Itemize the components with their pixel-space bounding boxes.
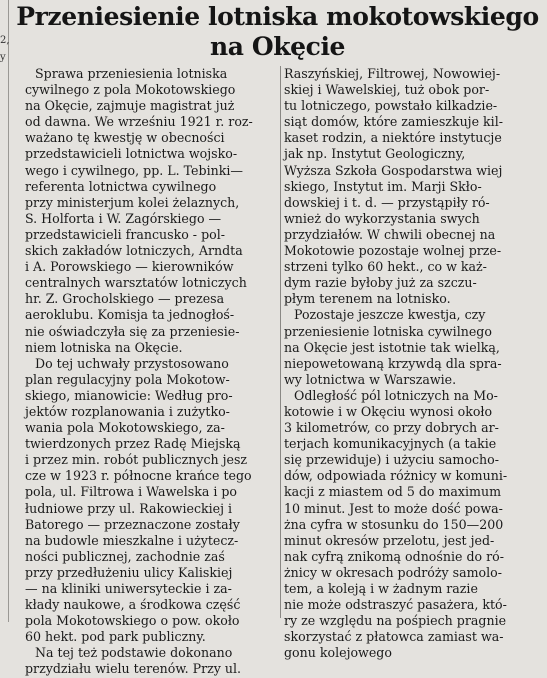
- text-line: wnież do wykorzystania swych: [284, 210, 480, 226]
- text-line: wego i cywilnego, pp. L. Tebinki—: [25, 162, 243, 178]
- text-line: i A. Porowskiego — kierowników: [25, 259, 234, 275]
- text-line: kotowie i w Okęciu wynosi około: [284, 403, 493, 419]
- text-line: cze w 1923 r. północne krańce tego: [25, 468, 252, 484]
- article-paragraph: [25, 356, 277, 646]
- text-line: kłady naukowe, a środkowa część: [25, 597, 241, 613]
- text-line: ności publicznej, zachodnie zaś: [25, 548, 225, 564]
- article-column-left: [25, 66, 277, 677]
- text-line: aeroklubu. Komisja ta jednogłoś-: [25, 307, 235, 323]
- text-line: przedstawicieli lotnictwa wojsko-: [25, 146, 238, 162]
- headline-line: Przeniesienie lotniska mokotowskiego: [16, 2, 539, 31]
- text-line: się przewiduje) i użyciu samocho-: [284, 452, 499, 468]
- text-line: płym terenem na lotnisko.: [284, 291, 451, 307]
- text-line: tu lotniczego, powstało kilkadzie-: [284, 98, 498, 114]
- text-line: niem lotniska na Okęcie.: [25, 339, 183, 355]
- text-line: skiego, Instytut im. Marji Skło-: [284, 178, 482, 194]
- text-line: nie może odstraszyć pasażera, któ-: [284, 597, 507, 613]
- text-line: 3 kilometrów, co przy dobrych ar-: [284, 420, 499, 436]
- text-line: na Okęcie, zajmuje magistrat już: [25, 98, 235, 114]
- text-line: Batorego — przeznaczone zostały: [25, 516, 240, 532]
- text-line: skich zakładów lotniczych, Arndta: [25, 243, 243, 259]
- text-line: Odległość pól lotniczych na Mo-: [294, 387, 498, 403]
- article-paragraph: [284, 66, 544, 307]
- text-line: Do tej uchwały przystosowano: [35, 355, 229, 371]
- text-line: dym razie byłoby już za szczu-: [284, 275, 477, 291]
- text-line: 60 hekt. pod park publiczny.: [25, 629, 206, 645]
- text-line: żna cyfra w stosunku do 150—200: [284, 516, 504, 532]
- text-line: pola Mokotowskiego o pow. około: [25, 613, 240, 629]
- text-line: żnicy w okresach podróży samolo-: [284, 564, 502, 580]
- text-line: niepowetowaną krzywdą dla spra-: [284, 355, 502, 371]
- text-line: S. Holforta i W. Zagórskiego —: [25, 210, 222, 226]
- text-line: tem, a koleją i w żadnym razie: [284, 581, 478, 596]
- text-line: Mokotowie pozostaje wolnej prze-: [284, 243, 502, 259]
- text-line: na Okęcie jest istotnie tak wielką,: [284, 339, 500, 355]
- text-line: strzeni tylko 60 hekt., co w każ-: [284, 259, 487, 275]
- article-paragraph: [284, 388, 544, 662]
- text-line: łudniowe przy ul. Rakowieckiej i: [25, 500, 233, 516]
- text-line: minut okresów przelotu, jest jed-: [284, 532, 495, 548]
- text-line: na budowle mieszkalne i użytecz-: [25, 532, 239, 548]
- text-line: centralnych warsztatów lotniczych: [25, 275, 247, 291]
- text-line: jak np. Instytut Geologiczny,: [284, 146, 466, 162]
- text-line: jektów rozplanowania i zużytko-: [25, 403, 230, 419]
- column-divider: [280, 66, 281, 618]
- text-line: 10 minut. Jest to może dość powa-: [284, 500, 503, 516]
- text-line: terjach komunikacyjnych (a takie: [284, 436, 497, 452]
- text-line: hr. Z. Grocholskiego — prezesa: [25, 291, 225, 307]
- text-line: przy przedłużeniu ulicy Kaliskiej: [25, 564, 233, 580]
- text-line: wy lotnictwa w Warszawie.: [284, 371, 457, 387]
- text-line: i przez min. robót publicznych jesz: [25, 452, 248, 468]
- text-line: przydziału wielu terenów. Przy ul.: [25, 661, 242, 677]
- adjacent-column-edge: [0, 0, 9, 622]
- article-column-right: [284, 66, 544, 661]
- text-line: Raszyńskiej, Filtrowej, Nowowiej-: [284, 66, 501, 81]
- text-line: od dawna. We wrześniu 1921 r. roz-: [25, 114, 253, 130]
- headline-line: na Okęcie: [209, 32, 346, 61]
- text-line: wania pola Mokotowskiego, za-: [25, 420, 225, 436]
- text-line: przeniesienie lotniska cywilnego: [284, 323, 492, 339]
- text-line: nie oświadczyła się za przeniesie-: [25, 323, 240, 339]
- text-line: pola, ul. Filtrowa i Wawelska i po: [25, 484, 238, 500]
- text-line: przydziałów. W chwili obecnej na: [284, 226, 496, 242]
- margin-fragment: 2,: [0, 35, 10, 46]
- text-line: — na kliniki uniwersyteckie i za-: [25, 581, 232, 596]
- text-line: dowskiej i t. d. — przystąpiły ró-: [284, 194, 490, 210]
- article-paragraph: [25, 66, 277, 356]
- text-line: ważano tę kwestję w obecności: [25, 130, 225, 146]
- text-line: kacji z miastem od 5 do maximum: [284, 484, 502, 500]
- text-line: przedstawicieli francusko - pol-: [25, 226, 225, 242]
- text-line: cywilnego z pola Mokotowskiego: [25, 82, 236, 98]
- text-line: gonu kolejowego: [284, 645, 392, 661]
- article-paragraph: [284, 307, 544, 387]
- article-paragraph: [25, 645, 277, 677]
- text-line: skorzystać z płatowca zamiast wa-: [284, 629, 504, 645]
- text-line: kaset rodzin, a niektóre instytucje: [284, 130, 502, 146]
- text-line: ry ze względu na pośpiech pragnie: [284, 613, 507, 629]
- text-line: skiej i Wawelskiej, tuż obok por-: [284, 82, 490, 98]
- article-headline: [10, 2, 545, 62]
- text-line: nak cyfrą znikomą odnośnie do ró-: [284, 548, 504, 564]
- margin-fragment: y: [0, 52, 6, 63]
- text-line: Sprawa przeniesienia lotniska: [35, 66, 228, 81]
- text-line: referenta lotnictwa cywilnego: [25, 178, 217, 194]
- text-line: Na tej też podstawie dokonano: [35, 645, 233, 661]
- text-line: dów, odpowiada różnicy w komuni-: [284, 468, 508, 484]
- text-line: Wyższa Szkoła Gospodarstwa wiej: [284, 162, 503, 178]
- text-line: skiego, mianowicie: Według pro-: [25, 387, 233, 403]
- text-line: plan regulacyjny pola Mokotow-: [25, 371, 230, 387]
- text-line: Pozostaje jeszcze kwestja, czy: [294, 307, 486, 323]
- text-line: siąt domów, które zamieszkuje kil-: [284, 114, 503, 130]
- text-line: przy ministerjum kolei żelaznych,: [25, 194, 240, 210]
- text-line: twierdzonych przez Radę Miejską: [25, 436, 241, 452]
